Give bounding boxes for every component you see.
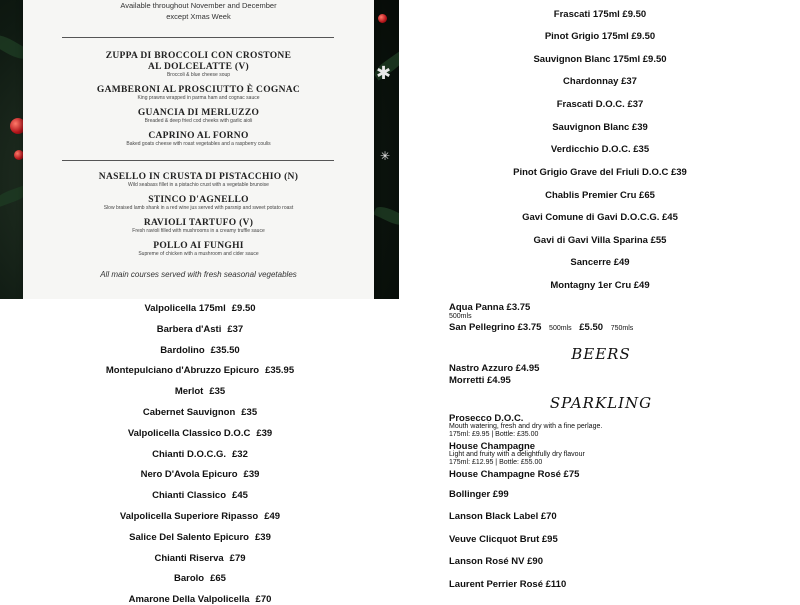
wine-item: Barolo £65 [174, 573, 226, 584]
wine-item: Salice Del Salento Epicuro £39 [129, 532, 271, 543]
wine-item: Sauvignon Blanc £39 [552, 122, 648, 133]
dish-name: ZUPPA DI BROCCOLI CON CROSTONE [105, 51, 292, 61]
wine-item: Verdicchio D.O.C. £35 [550, 144, 650, 155]
wine-item: Frascati 175ml £9.50 [553, 9, 647, 20]
beer-item: Nastro Azzuro £4.95 [449, 363, 540, 374]
divider [62, 160, 334, 161]
water-item: Aqua Panna £3.75 [449, 302, 531, 313]
wine-item: Frascati D.O.C. £37 [556, 99, 644, 110]
dish-name: AL DOLCELATTE (V) [148, 62, 249, 72]
sparkling-heading: SPARKLING [549, 394, 653, 412]
dish-description: King prawns wrapped in parma ham and cognac sauce [137, 95, 260, 101]
sparkling-price: 175ml: £12.95 | Bottle: £55.00 [449, 459, 543, 466]
dish-description: Supreme of chicken with a mushroom and cider sauce [138, 251, 259, 257]
red-bauble [378, 14, 387, 23]
wine-item: Barbera d'Asti £37 [156, 324, 244, 335]
water-size: 500mls [449, 313, 472, 320]
dish-name: RAVIOLI TARTUFO (V) [143, 218, 254, 228]
wine-item: Valpolicella Superiore Ripasso £49 [119, 511, 281, 522]
sparkling-item: Lanson Rosé NV £90 [449, 556, 543, 567]
wine-item: Montagny 1er Cru £49 [550, 280, 650, 291]
wine-item: Merlot £35 [174, 386, 226, 397]
served-note: All main courses served with fresh seasonal vegetables [100, 270, 297, 279]
wine-item: Chardonnay £37 [563, 76, 637, 87]
wine-item: Chianti Riserva £79 [154, 553, 246, 564]
dish-description: Breaded & deep fried cod cheeks with garlic aioli [144, 118, 253, 124]
wine-item: Chianti D.O.C.G. £32 [152, 449, 248, 460]
wine-item: Gavi di Gavi Villa Sparina £55 [533, 235, 667, 246]
wine-item: Montepulciano d'Abruzzo Epicuro £35.95 [105, 365, 295, 376]
menu-card [23, 0, 374, 299]
wine-item: Cabernet Sauvignon £35 [142, 407, 258, 418]
wine-item: Sauvignon Blanc 175ml £9.50 [533, 54, 667, 65]
wine-item: Chablis Premier Cru £65 [545, 190, 655, 201]
dish-name: POLLO AI FUNGHI [153, 241, 244, 251]
dish-name: STINCO D'AGNELLO [148, 195, 249, 205]
snowflake-icon: ✳ [380, 149, 391, 163]
wine-item: Chianti Classico £45 [152, 490, 248, 501]
wine-item: Gavi Comune di Gavi D.O.C.G. £45 [522, 212, 678, 223]
wine-item: Valpolicella 175ml £9.50 [144, 303, 256, 314]
sparkling-item: Lanson Black Label £70 [449, 511, 557, 522]
dish-description: Fresh ravioli filled with mushrooms in a creamy truffle sauce [132, 228, 265, 234]
dish-description: Slow braised lamb shank in a red wine jus served with parsnip and sweet potato roast [103, 205, 294, 211]
menu-intro-line: except Xmas Week [166, 12, 231, 21]
dish-description: Broccoli & blue cheese soup [166, 72, 231, 78]
wine-item: Pinot Grigio Grave del Friuli D.O.C £39 [513, 167, 687, 178]
sparkling-item: House Champagne [449, 441, 536, 452]
sparkling-description: Light and fruity with a delightfully dry flavour [449, 451, 585, 458]
sparkling-price: 175ml: £9.95 | Bottle: £35.00 [449, 431, 539, 438]
dish-name: GUANCIA DI MERLUZZO [137, 108, 260, 118]
beers-heading: BEERS [571, 345, 631, 363]
beer-item: Morretti £4.95 [449, 375, 511, 386]
wine-item: Nero D'Avola Epicuro £39 [140, 469, 260, 480]
dish-name: GAMBERONI AL PROSCIUTTO È COGNAC [96, 85, 301, 95]
snowflake-icon: ✱ [376, 63, 392, 83]
sparkling-item: Bollinger £99 [449, 489, 509, 500]
menu-intro-line: Available throughout November and December [120, 1, 277, 10]
dish-name: CAPRINO AL FORNO [148, 131, 249, 141]
wine-item: Sancerre £49 [570, 257, 630, 268]
sparkling-item: Prosecco D.O.C. [449, 413, 524, 424]
sparkling-item: Veuve Clicquot Brut £95 [449, 534, 558, 545]
christmas-menu-photo [0, 0, 399, 299]
sparkling-item: House Champagne Rosé £75 [449, 469, 580, 480]
dish-name: NASELLO IN CRUSTA DI PISTACCHIO (N) [98, 172, 299, 182]
dish-description: Wild seabass fillet in a pistachio crust with a vegetable brunoise [128, 182, 269, 188]
wine-item: Bardolino £35.50 [160, 345, 240, 356]
dish-description: Baked goats cheese with roast vegetables and a raspberry coulis [126, 141, 271, 147]
pine-branch [373, 203, 399, 228]
water-item: San Pellegrino £3.75 500mls £5.50 750mls [449, 322, 634, 333]
wine-item: Pinot Grigio 175ml £9.50 [544, 31, 656, 42]
wine-item: Amarone Della Valpolicella £70 [128, 594, 272, 605]
wine-item: Valpolicella Classico D.O.C £39 [127, 428, 273, 439]
sparkling-item: Laurent Perrier Rosé £110 [449, 579, 567, 590]
divider [62, 37, 334, 38]
sparkling-description: Mouth watering, fresh and dry with a fine perlage. [449, 423, 603, 430]
